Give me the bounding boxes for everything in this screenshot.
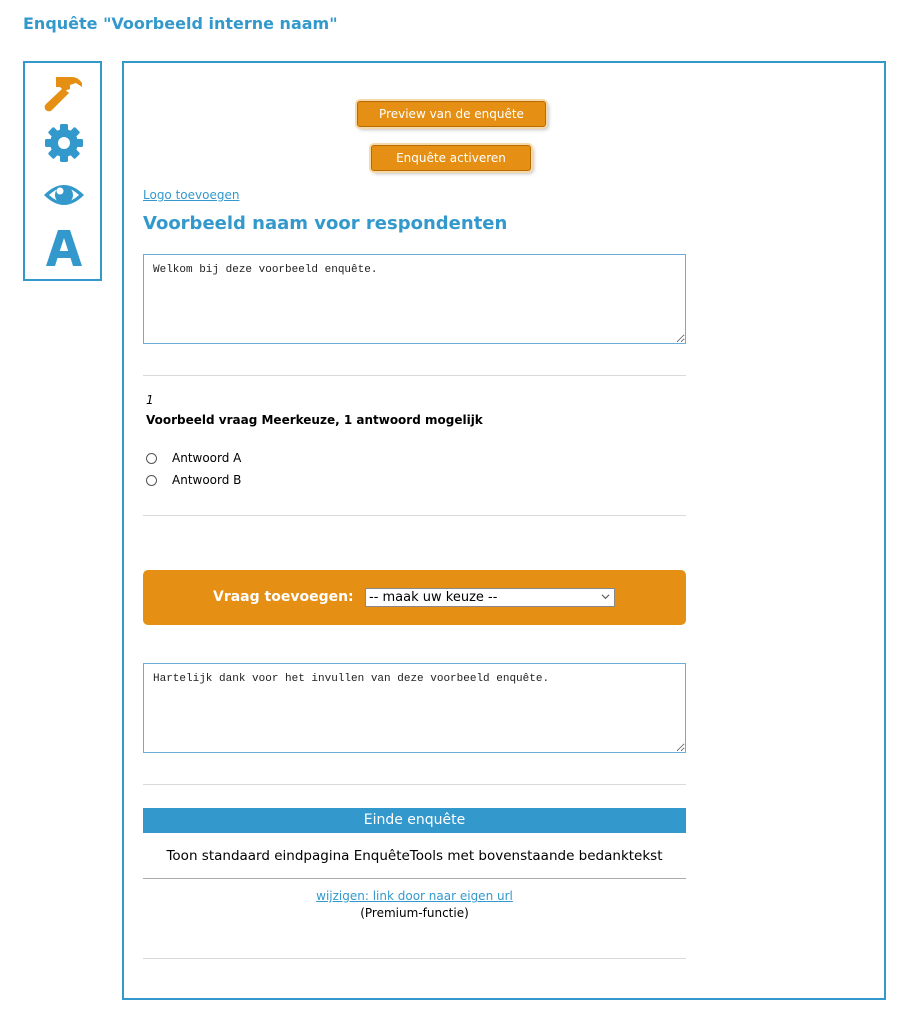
radio-button[interactable]: [146, 453, 157, 464]
preview-button[interactable]: Preview van de enquête: [357, 101, 546, 127]
divider: [143, 375, 686, 376]
thanks-text-input[interactable]: [143, 663, 686, 753]
answer-label: Antwoord A: [172, 451, 242, 465]
survey-editor: [122, 61, 886, 1000]
page-title: Enquête "Voorbeeld interne naam": [23, 14, 338, 33]
question-type-selected: -- maak uw keuze --: [369, 590, 498, 605]
tool-sidebar: [23, 61, 102, 281]
add-question-label: Vraag toevoegen:: [213, 589, 354, 605]
gear-icon[interactable]: [42, 121, 86, 165]
radio-button[interactable]: [146, 475, 157, 486]
activate-button[interactable]: Enquête activeren: [371, 145, 531, 171]
add-question-bar: [143, 570, 686, 625]
question-type-select[interactable]: [365, 588, 615, 607]
chevron-down-icon: [601, 592, 610, 601]
divider: [143, 958, 686, 959]
welcome-text-input[interactable]: [143, 254, 686, 344]
divider: [143, 515, 686, 516]
answer-option[interactable]: [146, 472, 241, 488]
eye-icon[interactable]: [42, 173, 86, 217]
add-logo-link[interactable]: Logo toevoegen: [143, 188, 240, 202]
divider: [143, 878, 686, 879]
end-survey-bar: Einde enquête: [143, 808, 686, 833]
text-a-icon[interactable]: [42, 225, 86, 269]
divider: [143, 784, 686, 785]
premium-note: (Premium-functie): [360, 906, 469, 920]
end-page-description: Toon standaard eindpagina EnquêteTools met bovenstaande bedanktekst: [166, 848, 663, 864]
question-text[interactable]: Voorbeeld vraag Meerkeuze, 1 antwoord mogelijk: [146, 413, 483, 427]
answer-label: Antwoord B: [172, 473, 242, 487]
respondent-title[interactable]: Voorbeeld naam voor respondenten: [143, 213, 508, 234]
hammer-icon[interactable]: [42, 69, 86, 113]
answer-option[interactable]: [146, 450, 241, 466]
question-number: 1: [146, 393, 154, 407]
change-end-url-link[interactable]: wijzigen: link door naar eigen url: [316, 889, 513, 903]
